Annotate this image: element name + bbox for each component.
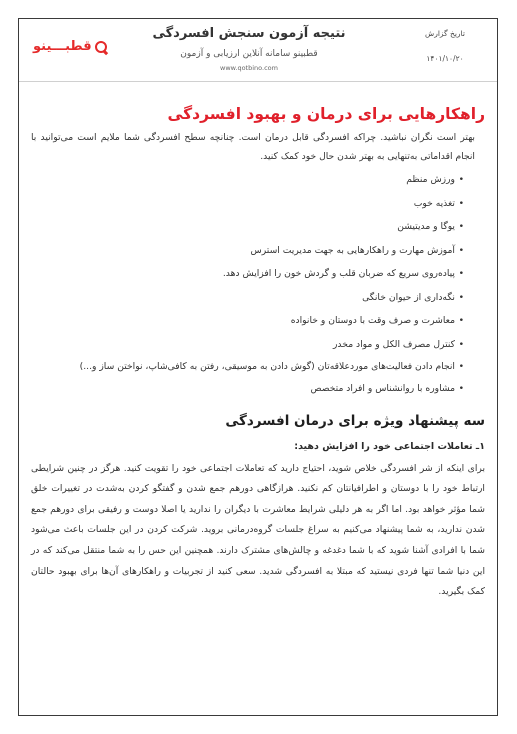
list-item: • پیاده‌روی سریع که ضربان قلب و گردش خون را افزایش دهد. bbox=[31, 262, 455, 286]
list-item: • ورزش منظم bbox=[31, 168, 455, 192]
section-heading-suggestions: سه پیشنهاد ویژه برای درمان افسردگی bbox=[225, 412, 485, 429]
report-content bbox=[31, 103, 485, 603]
logo-q-icon bbox=[95, 41, 107, 53]
suggestion-1-title: ۱ـ تعاملات اجتماعی خود را افزایش دهید: bbox=[294, 440, 485, 452]
list-item: • مشاوره با روانشناس و افراد متخصص bbox=[31, 377, 455, 401]
report-date-block bbox=[405, 29, 485, 63]
report-date: ۱۴۰۱/۱۰/۲۰ bbox=[426, 54, 464, 63]
header-center bbox=[139, 25, 359, 72]
qotbino-logo[interactable] bbox=[33, 39, 107, 54]
list-item: • معاشرت و صرف وقت با دوستان و خانواده bbox=[31, 309, 455, 333]
report-header bbox=[19, 19, 497, 82]
report-subtitle: قطبینو سامانه آنلاین ارزیابی و آزمون bbox=[180, 49, 318, 59]
suggestion-1-body: برای اینکه از شر افسردگی خلاص شوید، احتیاج دارید که تعاملات اجتماعی خود را تقویت کنید. هرگز در چنین شرایطی ارتباط خود را با دوستان و اطرافیانتان کم نکنید. هرازگاهی دورهم جمع شدن و گفتگو کردن به‌شدت در تغییرات خلق شما مؤثر خواهد بود. اما اگر به هر دلیلی شرایط معاشرت با دیگران را ندارید یا اصلا دوست و رفیقی برای دورهم جمع شدن ندارید، به شما پیشنهاد می‌کنیم به سراغ جلسات گروه‌درمانی بروید. شرکت کردن در این جلسات باعث می‌شود شما با افرادی آشنا شوید که با شما دغدغه و چالش‌های مشترک دارند. همچنین این حس را به شما منتقل می‌کند که در این دنیا شما تنها فردی نیستید که مبتلا به افسردگی شدید. سعی کنید از تجربیات و راهکارهای آن‌ها برای بهبود حالتان کمک بگیرید. bbox=[31, 462, 485, 598]
intro-paragraph: بهتر است نگران نباشید. چراکه افسردگی قابل درمان است. چنانچه سطح افسردگی شما ملایم است می‌توانید با انجام اقداماتی به‌تنهایی به بهتر شدن حال خود کمک کنید. bbox=[31, 132, 475, 162]
report-title: نتیجه آزمون سنجش افسردگی bbox=[152, 26, 346, 41]
list-item: • کنترل مصرف الکل و مواد مخدر bbox=[31, 333, 455, 357]
list-item: • تغذیه خوب bbox=[31, 192, 455, 216]
tips-list bbox=[31, 168, 485, 401]
logo-text: قطبـــینو bbox=[33, 39, 92, 54]
report-date-label: تاریخ گزارش bbox=[425, 29, 465, 38]
list-item: • انجام دادن فعالیت‌های موردعلاقه‌تان (گوش دادن به موسیقی، رفتن به کافی‌شاپ، نواختن ساز و...) bbox=[31, 356, 455, 377]
report-page bbox=[18, 18, 498, 716]
site-url[interactable]: www.qotbino.com bbox=[220, 64, 278, 72]
list-item: • نگه‌داری از حیوان خانگی bbox=[31, 286, 455, 310]
section-heading-treatment: راهکارهایی برای درمان و بهبود افسردگی bbox=[167, 105, 485, 123]
list-item: • آموزش مهارت و راهکارهایی به جهت مدیریت استرس bbox=[31, 239, 455, 263]
list-item: • یوگا و مدیتیشن bbox=[31, 215, 455, 239]
